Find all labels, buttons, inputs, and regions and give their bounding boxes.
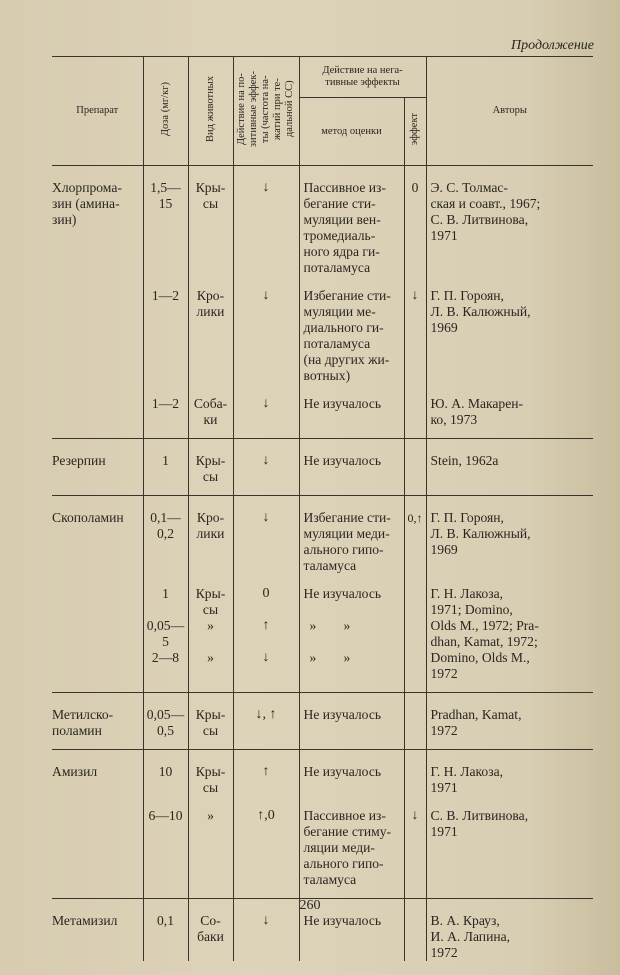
header-method: метод оценки	[299, 98, 404, 166]
method: Избегание сти- муляции ме- диального ги- поталамуса (на других жи- вотных)	[299, 276, 404, 384]
dose: 1—2	[143, 276, 188, 384]
dose: 1	[143, 439, 188, 496]
method: Не изучалось	[299, 384, 404, 439]
table-row	[52, 750, 593, 797]
header-drug: Препарат	[52, 57, 143, 166]
authors: Ю. А. Макарен- ко, 1973	[426, 384, 593, 439]
authors: Г. Н. Лакоза, 1971	[426, 750, 593, 797]
negative-effect	[404, 693, 426, 750]
header-negative-group: Действие на нега- тивные эффекты	[299, 57, 426, 98]
method: Не изучалось » » » »	[299, 574, 404, 693]
authors: Г. П. Гороян, Л. В. Калюжный, 1969	[426, 496, 593, 575]
drug-name: Хлорпрома- зин (амина- зин)	[52, 180, 122, 227]
positive-effect: ↑,0	[233, 796, 299, 899]
authors: В. А. Крауз, И. А. Лапина, 1972	[426, 899, 593, 962]
page-number: 260	[299, 898, 321, 913]
table-row	[52, 276, 593, 384]
species: Кры- сы	[188, 439, 233, 496]
dose: 6—10	[143, 796, 188, 899]
table-row	[52, 439, 593, 496]
drug-effects-table	[52, 56, 593, 961]
dose: 1,5— 15	[143, 166, 188, 277]
method: Избегание сти- муляции меди- ального гипо- таламуса	[299, 496, 404, 575]
header-species: Вид животных	[188, 57, 233, 166]
positive-effect: ↓	[233, 384, 299, 439]
species: Кры- сы » »	[188, 574, 233, 693]
positive-effect: ↓	[233, 439, 299, 496]
method: Не изучалось	[299, 750, 404, 797]
authors: Г. Н. Лакоза, 1971; Domino, Olds M., 1972; Pra- dhan, Kamat, 1972; Domino, Olds M., 1972	[426, 574, 593, 693]
species: Кро- лики	[188, 496, 233, 575]
header-dose: Доза (мг/кг)	[143, 57, 188, 166]
negative-effect: 0,↑	[404, 496, 426, 575]
species: »	[188, 796, 233, 899]
species: Кро- лики	[188, 276, 233, 384]
method: Не изучалось	[299, 439, 404, 496]
negative-effect: ↓	[404, 276, 426, 384]
drug-name: Скополамин	[52, 510, 124, 525]
authors: С. В. Литвинова, 1971	[426, 796, 593, 899]
positive-effect: ↓	[233, 496, 299, 575]
positive-effect: ↓	[233, 276, 299, 384]
dose: 0,05— 0,5	[143, 693, 188, 750]
species: Кры- сы	[188, 693, 233, 750]
authors: Pradhan, Kamat, 1972	[426, 693, 593, 750]
method: Пассивное из- бегание сти- муляции вен- тромедиаль- ного ядра ги- поталамуса	[299, 166, 404, 277]
table-row	[52, 166, 593, 277]
positive-effect: ↓, ↑	[233, 693, 299, 750]
species: Со- баки	[188, 899, 233, 962]
method: Не изучалось	[299, 693, 404, 750]
positive-effect: ↓	[233, 166, 299, 277]
negative-effect: ↓	[404, 796, 426, 899]
authors: Г. П. Гороян, Л. В. Калюжный, 1969	[426, 276, 593, 384]
table-row	[52, 496, 593, 575]
header-authors: Авторы	[426, 57, 593, 166]
dose: 1 0,05— 5 2—8	[143, 574, 188, 693]
drug-name: Амизил	[52, 764, 98, 779]
positive-effect: 0 ↑ ↓	[233, 574, 299, 693]
continuation-label: Продолжение	[511, 38, 594, 53]
table-row	[52, 384, 593, 439]
table-row	[52, 574, 593, 693]
header-positive: Действие на по- зитивные эффек- ты (частота на- жатий при те- дальной СС)	[233, 57, 299, 166]
negative-effect	[404, 750, 426, 797]
header-effect: эффект	[404, 98, 426, 166]
negative-effect	[404, 384, 426, 439]
dose: 0,1	[143, 899, 188, 962]
positive-effect: ↑	[233, 750, 299, 797]
authors: Э. С. Толмас- ская и соавт., 1967; С. В. Литвинова, 1971	[426, 166, 593, 277]
drug-name: Резерпин	[52, 439, 143, 496]
drug-name: Метилско- поламин	[52, 693, 143, 750]
method: Пассивное из- бегание стиму- ляции меди- ального гипо- таламуса	[299, 796, 404, 899]
table-row	[52, 693, 593, 750]
table-row	[52, 796, 593, 899]
species: Соба- ки	[188, 384, 233, 439]
method: Не изучалось	[299, 899, 404, 962]
dose: 0,1— 0,2	[143, 496, 188, 575]
dose: 10	[143, 750, 188, 797]
negative-effect: 0	[404, 166, 426, 277]
species: Кры- сы	[188, 166, 233, 277]
species: Кры- сы	[188, 750, 233, 797]
drug-name: Метамизил	[52, 913, 118, 928]
positive-effect: ↓	[233, 899, 299, 962]
negative-effect	[404, 574, 426, 693]
negative-effect	[404, 439, 426, 496]
dose: 1—2	[143, 384, 188, 439]
authors: Stein, 1962a	[426, 439, 593, 496]
